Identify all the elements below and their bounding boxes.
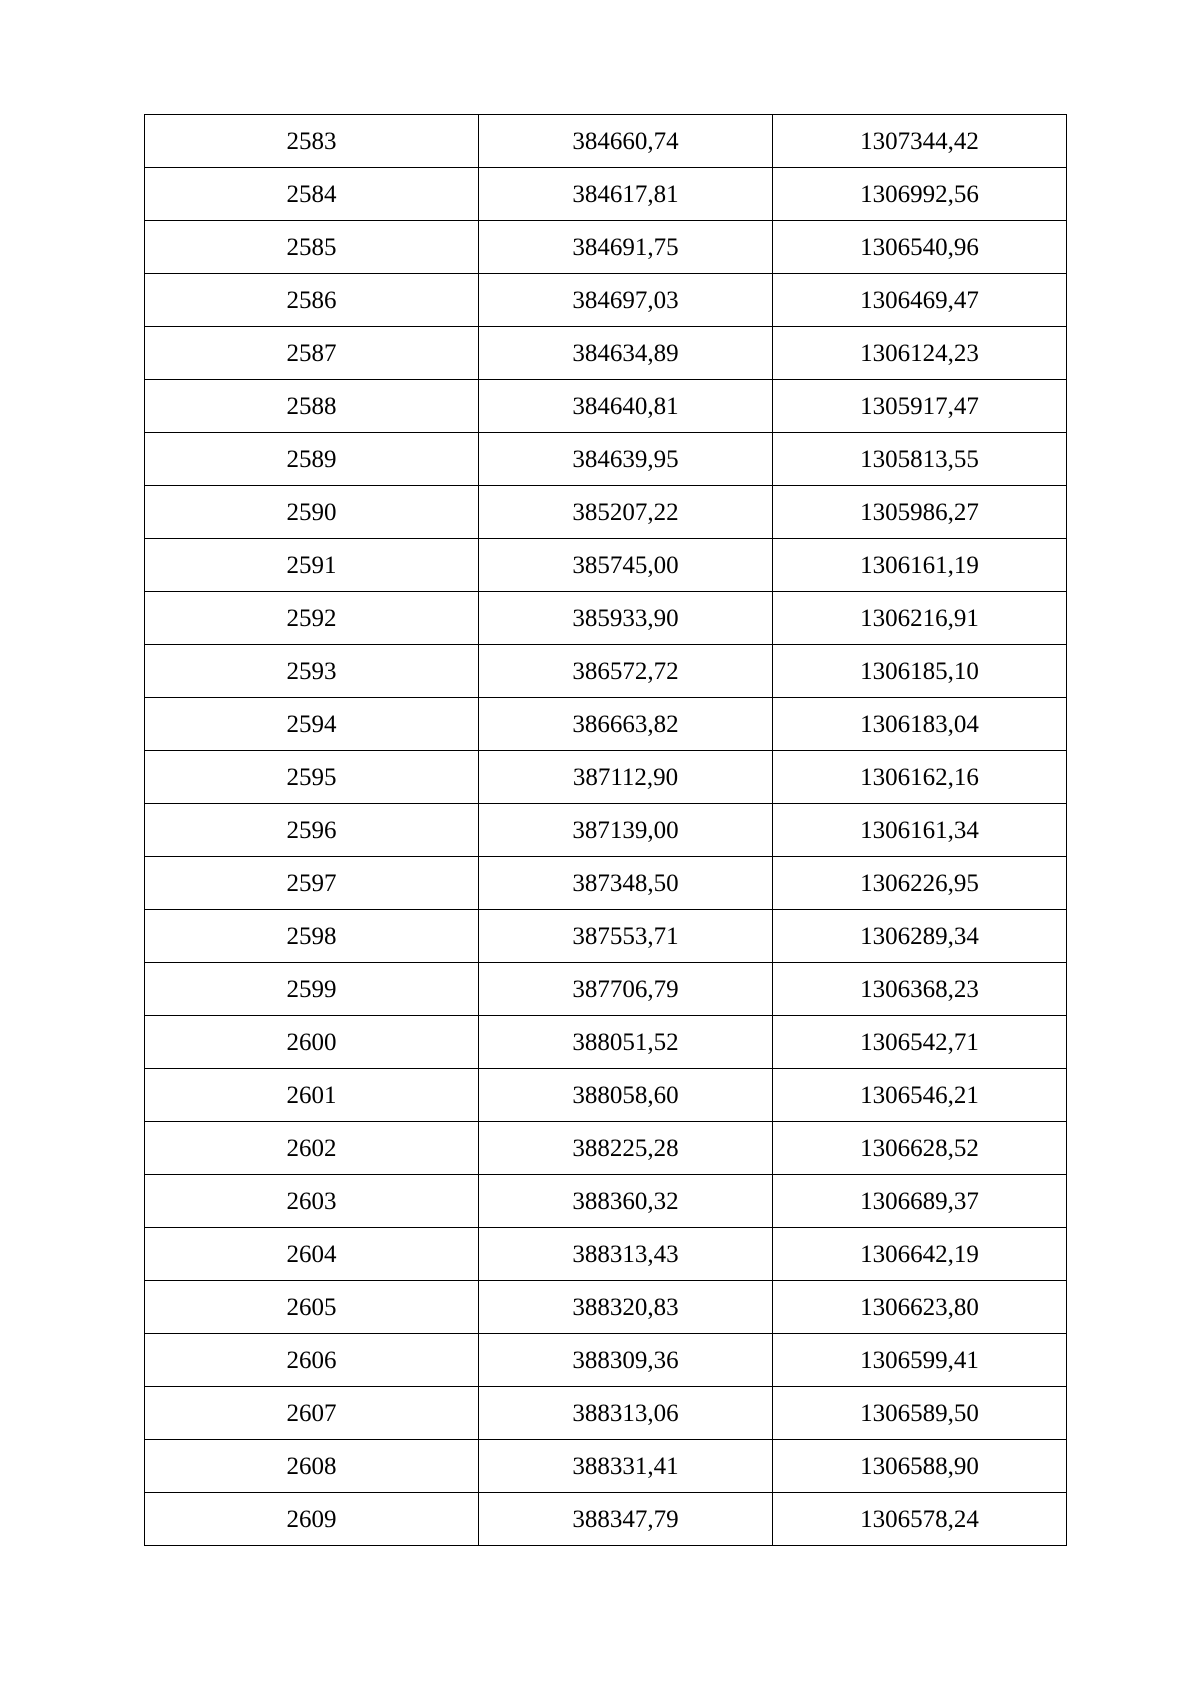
table-row xyxy=(145,539,1067,592)
y-coordinate-cell: 1305986,27 xyxy=(773,486,1067,539)
point-number-cell: 2605 xyxy=(145,1281,479,1334)
table-row xyxy=(145,804,1067,857)
point-number-cell: 2608 xyxy=(145,1440,479,1493)
x-coordinate-cell: 388225,28 xyxy=(479,1122,773,1175)
coordinates-table-body xyxy=(145,115,1067,1546)
x-coordinate-cell: 388360,32 xyxy=(479,1175,773,1228)
x-coordinate-cell: 385207,22 xyxy=(479,486,773,539)
table-row xyxy=(145,1175,1067,1228)
point-number-cell: 2590 xyxy=(145,486,479,539)
x-coordinate-cell: 387348,50 xyxy=(479,857,773,910)
point-number-cell: 2602 xyxy=(145,1122,479,1175)
table-row xyxy=(145,751,1067,804)
y-coordinate-cell: 1306540,96 xyxy=(773,221,1067,274)
point-number-cell: 2601 xyxy=(145,1069,479,1122)
y-coordinate-cell: 1306689,37 xyxy=(773,1175,1067,1228)
x-coordinate-cell: 384691,75 xyxy=(479,221,773,274)
y-coordinate-cell: 1306216,91 xyxy=(773,592,1067,645)
point-number-cell: 2595 xyxy=(145,751,479,804)
x-coordinate-cell: 386572,72 xyxy=(479,645,773,698)
y-coordinate-cell: 1306546,21 xyxy=(773,1069,1067,1122)
point-number-cell: 2589 xyxy=(145,433,479,486)
x-coordinate-cell: 387553,71 xyxy=(479,910,773,963)
x-coordinate-cell: 384639,95 xyxy=(479,433,773,486)
x-coordinate-cell: 388058,60 xyxy=(479,1069,773,1122)
x-coordinate-cell: 388051,52 xyxy=(479,1016,773,1069)
x-coordinate-cell: 384697,03 xyxy=(479,274,773,327)
x-coordinate-cell: 388313,43 xyxy=(479,1228,773,1281)
table-row xyxy=(145,380,1067,433)
x-coordinate-cell: 388320,83 xyxy=(479,1281,773,1334)
point-number-cell: 2583 xyxy=(145,115,479,168)
table-row xyxy=(145,857,1067,910)
table-row xyxy=(145,274,1067,327)
y-coordinate-cell: 1306642,19 xyxy=(773,1228,1067,1281)
y-coordinate-cell: 1306623,80 xyxy=(773,1281,1067,1334)
table-row xyxy=(145,1069,1067,1122)
point-number-cell: 2594 xyxy=(145,698,479,751)
point-number-cell: 2598 xyxy=(145,910,479,963)
table-row xyxy=(145,1334,1067,1387)
point-number-cell: 2604 xyxy=(145,1228,479,1281)
point-number-cell: 2600 xyxy=(145,1016,479,1069)
point-number-cell: 2606 xyxy=(145,1334,479,1387)
point-number-cell: 2609 xyxy=(145,1493,479,1546)
table-row xyxy=(145,1228,1067,1281)
y-coordinate-cell: 1306161,19 xyxy=(773,539,1067,592)
table-row xyxy=(145,486,1067,539)
y-coordinate-cell: 1306589,50 xyxy=(773,1387,1067,1440)
table-row xyxy=(145,1387,1067,1440)
y-coordinate-cell: 1306368,23 xyxy=(773,963,1067,1016)
x-coordinate-cell: 387706,79 xyxy=(479,963,773,1016)
x-coordinate-cell: 388309,36 xyxy=(479,1334,773,1387)
x-coordinate-cell: 386663,82 xyxy=(479,698,773,751)
point-number-cell: 2588 xyxy=(145,380,479,433)
table-row xyxy=(145,168,1067,221)
x-coordinate-cell: 388331,41 xyxy=(479,1440,773,1493)
table-row xyxy=(145,1016,1067,1069)
table-row xyxy=(145,433,1067,486)
x-coordinate-cell: 385745,00 xyxy=(479,539,773,592)
coordinates-table xyxy=(144,114,1067,1546)
table-row xyxy=(145,910,1067,963)
x-coordinate-cell: 384660,74 xyxy=(479,115,773,168)
point-number-cell: 2587 xyxy=(145,327,479,380)
point-number-cell: 2584 xyxy=(145,168,479,221)
table-row xyxy=(145,221,1067,274)
x-coordinate-cell: 388313,06 xyxy=(479,1387,773,1440)
table-row xyxy=(145,1281,1067,1334)
y-coordinate-cell: 1306124,23 xyxy=(773,327,1067,380)
point-number-cell: 2593 xyxy=(145,645,479,698)
y-coordinate-cell: 1306992,56 xyxy=(773,168,1067,221)
table-row xyxy=(145,1440,1067,1493)
point-number-cell: 2597 xyxy=(145,857,479,910)
x-coordinate-cell: 388347,79 xyxy=(479,1493,773,1546)
y-coordinate-cell: 1305813,55 xyxy=(773,433,1067,486)
y-coordinate-cell: 1306185,10 xyxy=(773,645,1067,698)
table-row xyxy=(145,963,1067,1016)
y-coordinate-cell: 1306226,95 xyxy=(773,857,1067,910)
y-coordinate-cell: 1306588,90 xyxy=(773,1440,1067,1493)
y-coordinate-cell: 1306289,34 xyxy=(773,910,1067,963)
x-coordinate-cell: 385933,90 xyxy=(479,592,773,645)
table-row xyxy=(145,698,1067,751)
y-coordinate-cell: 1306542,71 xyxy=(773,1016,1067,1069)
point-number-cell: 2586 xyxy=(145,274,479,327)
point-number-cell: 2585 xyxy=(145,221,479,274)
table-row xyxy=(145,645,1067,698)
x-coordinate-cell: 384640,81 xyxy=(479,380,773,433)
y-coordinate-cell: 1306599,41 xyxy=(773,1334,1067,1387)
y-coordinate-cell: 1306578,24 xyxy=(773,1493,1067,1546)
x-coordinate-cell: 384617,81 xyxy=(479,168,773,221)
y-coordinate-cell: 1306469,47 xyxy=(773,274,1067,327)
y-coordinate-cell: 1305917,47 xyxy=(773,380,1067,433)
y-coordinate-cell: 1306162,16 xyxy=(773,751,1067,804)
table-row xyxy=(145,1493,1067,1546)
table-row xyxy=(145,1122,1067,1175)
point-number-cell: 2596 xyxy=(145,804,479,857)
y-coordinate-cell: 1306628,52 xyxy=(773,1122,1067,1175)
x-coordinate-cell: 387112,90 xyxy=(479,751,773,804)
table-row xyxy=(145,115,1067,168)
point-number-cell: 2603 xyxy=(145,1175,479,1228)
y-coordinate-cell: 1306183,04 xyxy=(773,698,1067,751)
table-row xyxy=(145,327,1067,380)
x-coordinate-cell: 387139,00 xyxy=(479,804,773,857)
point-number-cell: 2599 xyxy=(145,963,479,1016)
y-coordinate-cell: 1306161,34 xyxy=(773,804,1067,857)
point-number-cell: 2592 xyxy=(145,592,479,645)
point-number-cell: 2591 xyxy=(145,539,479,592)
x-coordinate-cell: 384634,89 xyxy=(479,327,773,380)
y-coordinate-cell: 1307344,42 xyxy=(773,115,1067,168)
table-row xyxy=(145,592,1067,645)
point-number-cell: 2607 xyxy=(145,1387,479,1440)
